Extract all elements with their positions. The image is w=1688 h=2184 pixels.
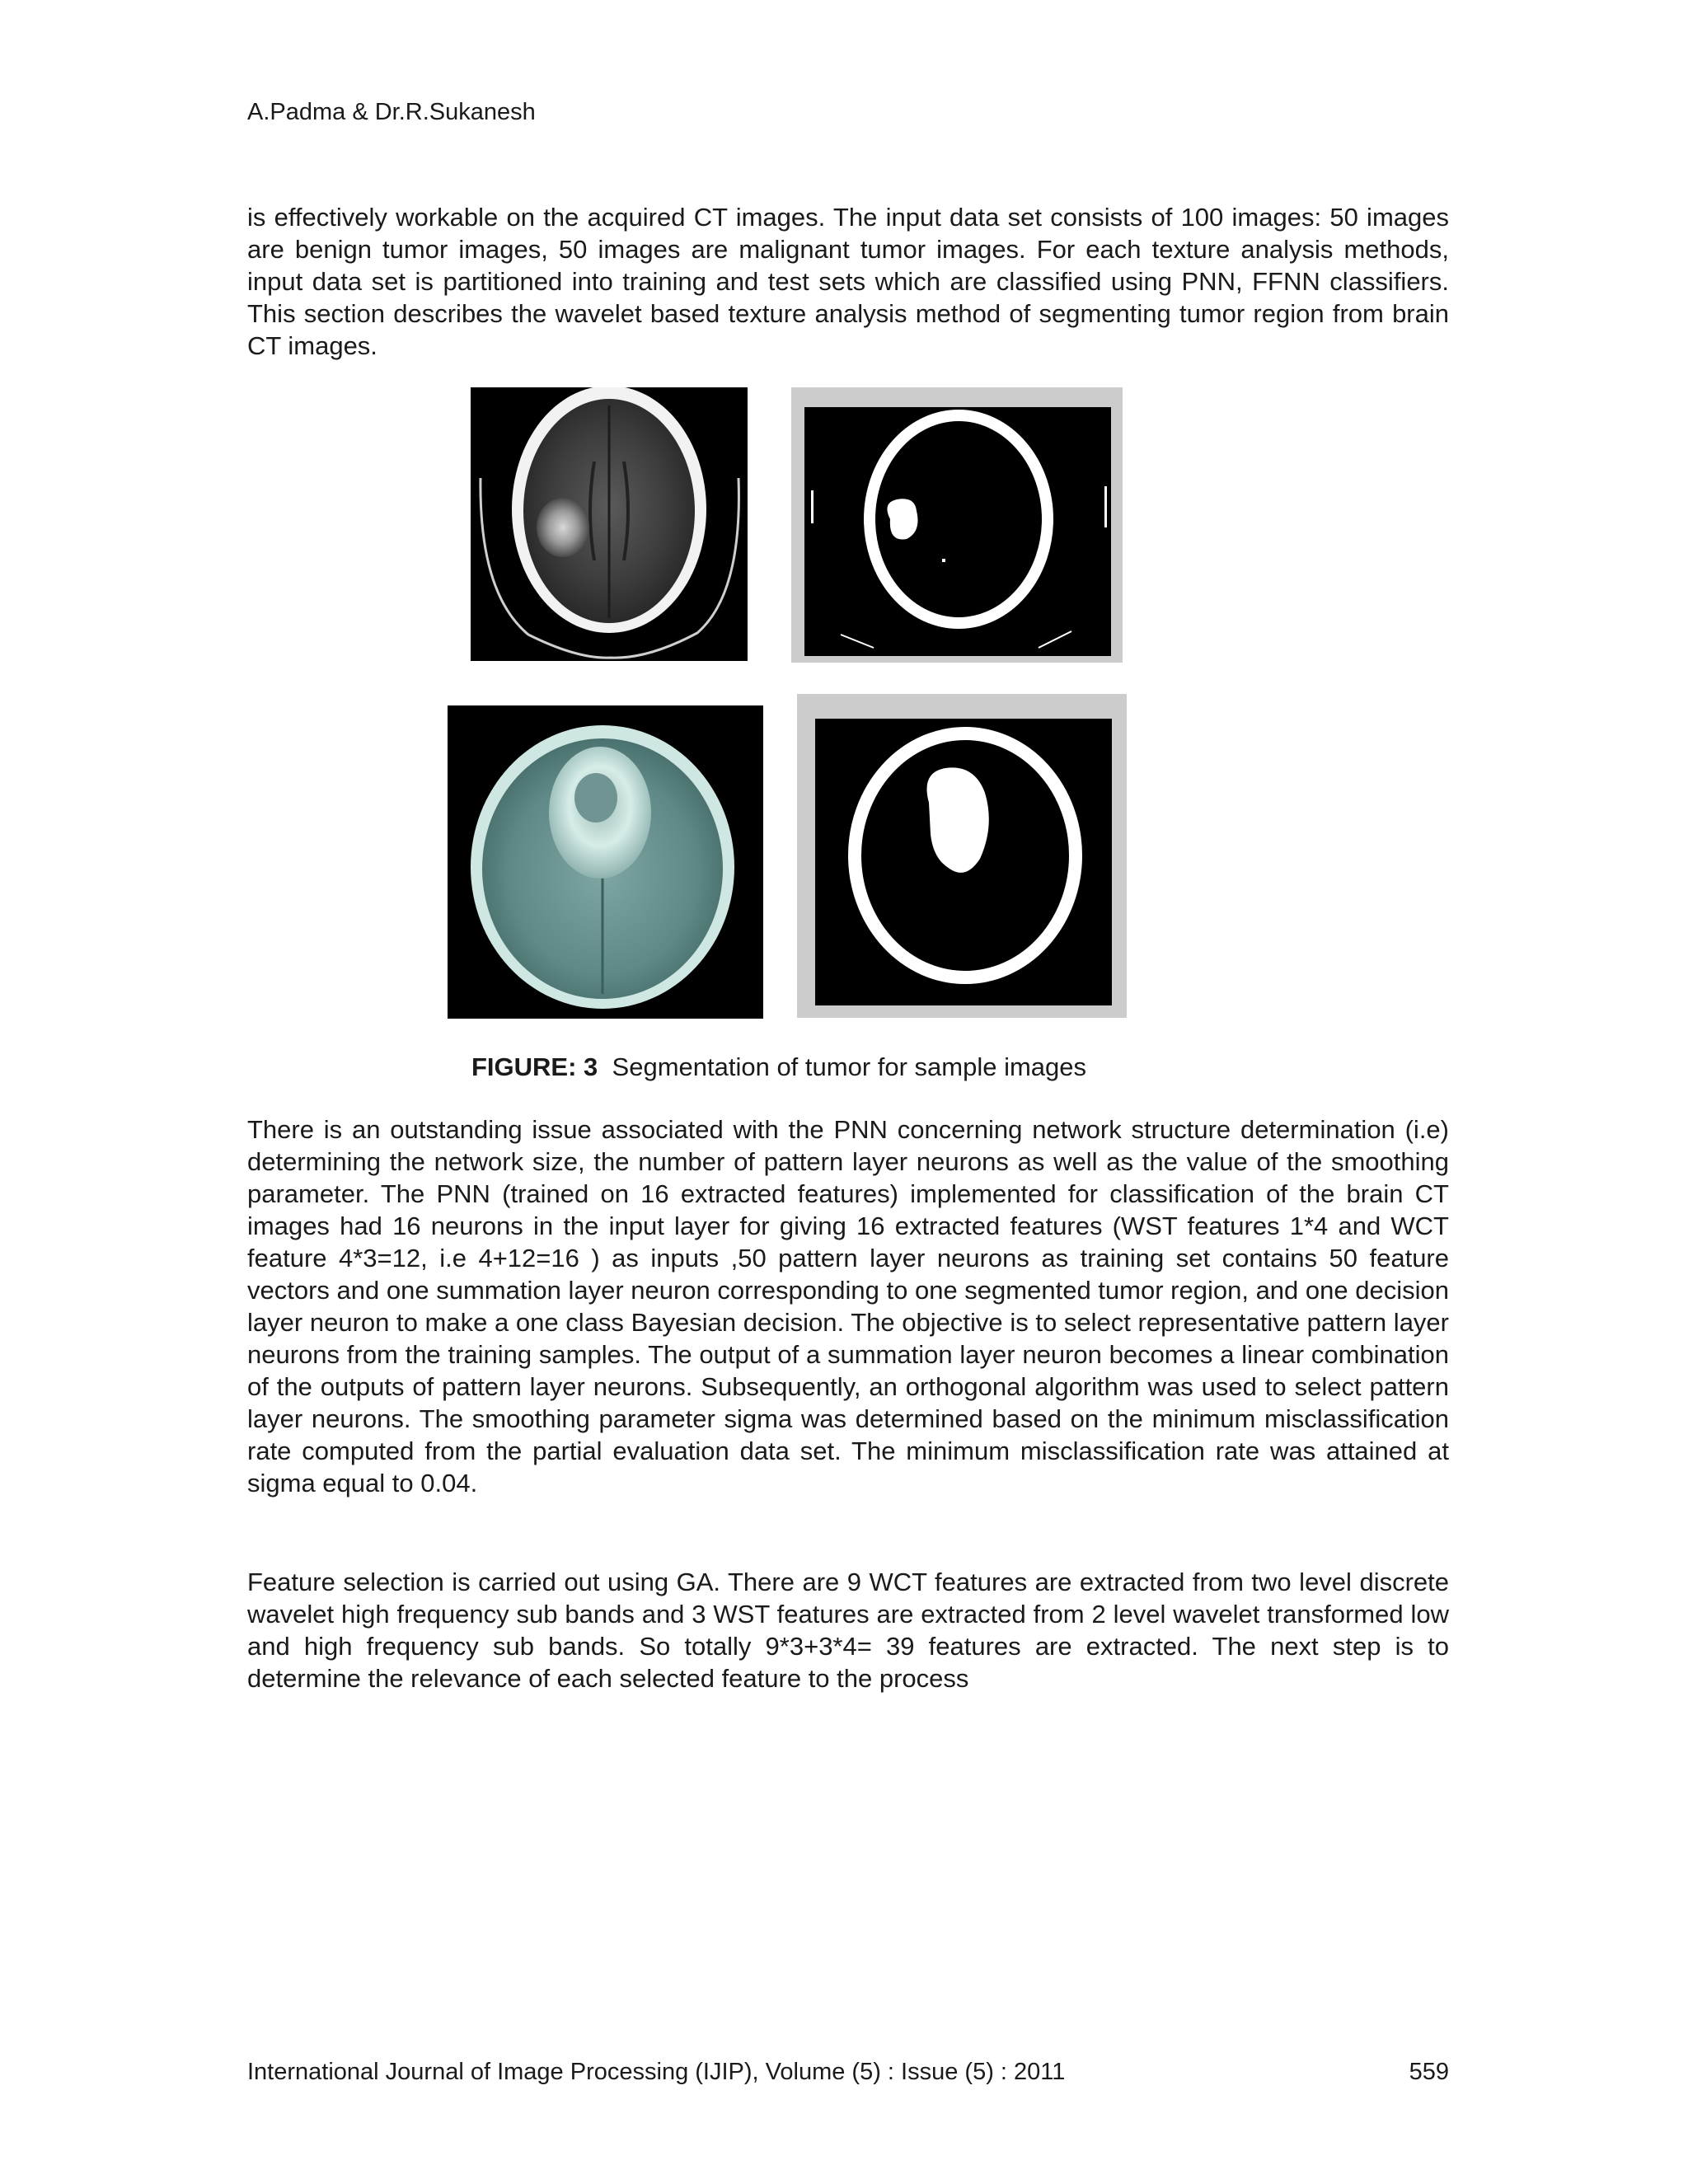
running-head-authors: A.Padma & Dr.R.Sukanesh xyxy=(247,99,536,125)
footer-journal: International Journal of Image Processing (IJIP), Volume (5) : Issue (5) : 2011 xyxy=(247,2059,1066,2085)
segmentation-result-image-2 xyxy=(797,694,1127,1018)
body-paragraph-1: is effectively workable on the acquired CT images. The input data set consists of 100 images: 50 images are benign tumor images, 50 images are malignant tumor images. For each texture analysis methods, input data set is partitioned into training and test sets which are classified using PNN, FFNN classifiers. This section describes the wavelet based texture analysis method of segmenting tumor region from brain CT images. xyxy=(247,203,1449,360)
figure-caption xyxy=(471,1051,1086,1084)
figure-caption-text: Segmentation of tumor for sample images xyxy=(612,1052,1087,1081)
body-paragraph-2: There is an outstanding issue associated with the PNN concerning network structure determination (i.e) determining the network size, the number of pattern layer neurons as well as the value of the smoothing parameter. The PNN (trained on 16 extracted features) implemented for classification of the brain CT images had 16 neurons in the input layer for giving 16 extracted features (WST features 1*4 and WCT feature 4*3=12, i.e 4+12=16 ) as inputs ,50 pattern layer neurons as training set contains 50 feature vectors and one summation layer neuron corresponding to one segmented tumor region, and one decision layer neuron to make a one class Bayesian decision. The objective is to select representative pattern layer neurons from the training samples. The output of a summation layer neuron becomes a linear combination of the outputs of pattern layer neurons. Subsequently, an orthogonal algorithm was used to select pattern layer neurons. The smoothing parameter sigma was determined based on the minimum misclassification rate computed from the partial evaluation data set. The minimum misclassification rate was attained at sigma equal to 0.04. xyxy=(247,1115,1449,1497)
figure-label: FIGURE: 3 xyxy=(471,1052,598,1081)
ct-scan-image-malignant xyxy=(448,705,763,1019)
footer-page-number: 559 xyxy=(1409,2059,1449,2085)
segmentation-result-image-1 xyxy=(791,387,1123,663)
body-paragraph-3: Feature selection is carried out using GA. There are 9 WCT features are extracted from two level discrete wavelet high frequency sub bands and 3 WST features are extracted from 2 level wavelet transformed low and high frequency sub bands. So totally 9*3+3*4= 39 features are extracted. The next step is to determine the relevance of each selected feature to the process xyxy=(247,1568,1449,1693)
ct-scan-image-benign xyxy=(471,387,748,661)
